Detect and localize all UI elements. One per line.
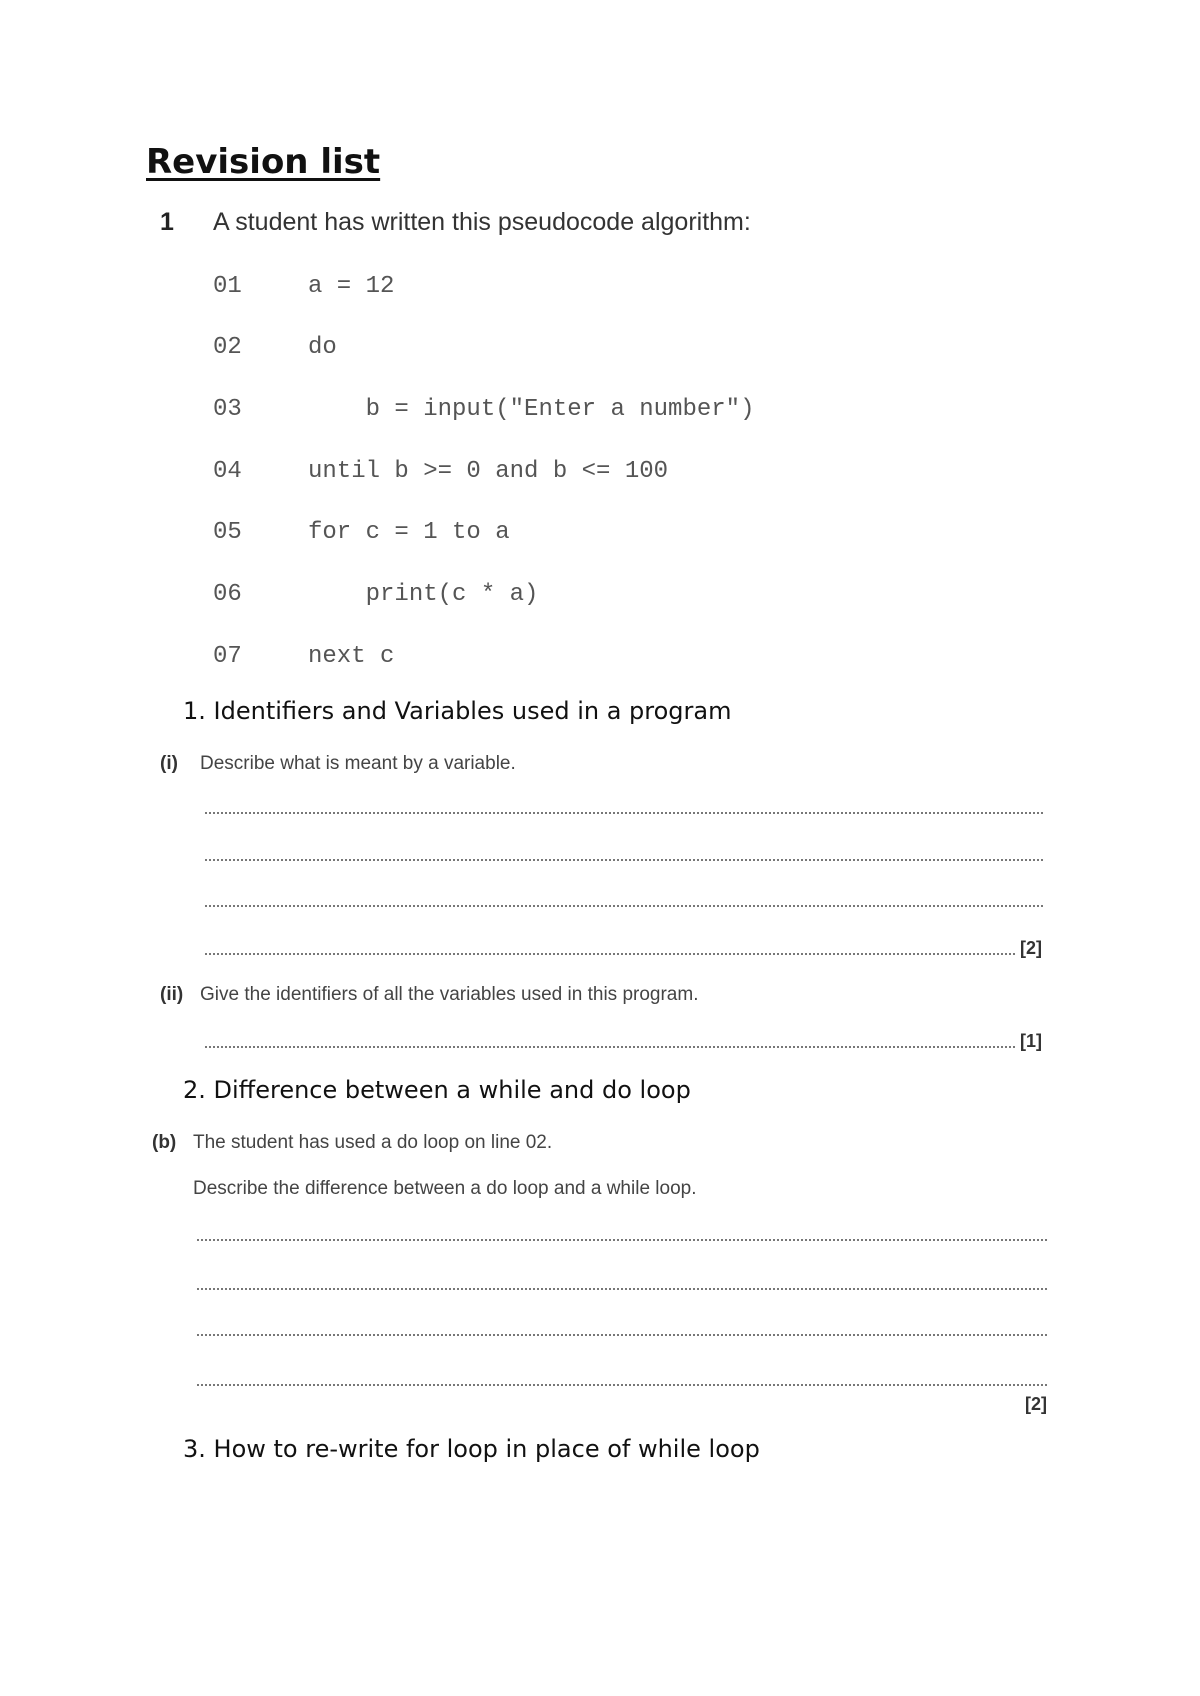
code-line-text: b = input("Enter a number") <box>308 396 755 423</box>
question-stem: A student has written this pseudocode algorithm: <box>213 208 751 236</box>
topic-heading-1: 1. Identifiers and Variables used in a program <box>183 697 732 725</box>
answer-line[interactable] <box>205 905 1043 907</box>
code-line-text: print(c * a) <box>308 581 539 608</box>
answer-line[interactable] <box>197 1288 1047 1290</box>
code-line-number: 03 <box>213 396 242 423</box>
part-b-question: The student has used a do loop on line 02. <box>193 1132 553 1153</box>
topic-heading-2: 2. Difference between a while and do loop <box>183 1076 691 1104</box>
code-line-number: 07 <box>213 643 242 670</box>
part-ii-question: Give the identifiers of all the variables used in this program. <box>200 984 699 1005</box>
code-line-text: a = 12 <box>308 273 395 300</box>
question-number: 1 <box>160 208 174 236</box>
part-ii-label: (ii) <box>160 984 184 1005</box>
part-i-label: (i) <box>160 753 178 774</box>
part-b-label: (b) <box>152 1132 177 1153</box>
code-line-number: 04 <box>213 458 242 485</box>
code-line-text: do <box>308 334 337 361</box>
answer-line[interactable] <box>205 859 1043 861</box>
part-b-instruction: Describe the difference between a do loop and a while loop. <box>193 1178 697 1199</box>
code-line-text: next c <box>308 643 395 670</box>
code-line-number: 02 <box>213 334 242 361</box>
answer-line[interactable] <box>197 1334 1047 1336</box>
answer-line[interactable] <box>205 812 1043 814</box>
answer-line[interactable] <box>205 953 1015 955</box>
code-line-number: 01 <box>213 273 242 300</box>
answer-line[interactable] <box>197 1384 1047 1386</box>
topic-heading-3: 3. How to re-write for loop in place of while loop <box>183 1435 760 1463</box>
code-line-text: for c = 1 to a <box>308 519 510 546</box>
revision-title: Revision list <box>146 142 381 182</box>
code-line-text: until b >= 0 and b <= 100 <box>308 458 669 485</box>
code-line-number: 06 <box>213 581 242 608</box>
marks-label: [2] <box>1025 1394 1047 1414</box>
part-i-question: Describe what is meant by a variable. <box>200 753 516 774</box>
marks-label: [1] <box>1020 1031 1042 1051</box>
marks-label: [2] <box>1020 938 1042 958</box>
answer-line[interactable] <box>205 1046 1015 1048</box>
answer-line[interactable] <box>197 1239 1047 1241</box>
code-line-number: 05 <box>213 519 242 546</box>
